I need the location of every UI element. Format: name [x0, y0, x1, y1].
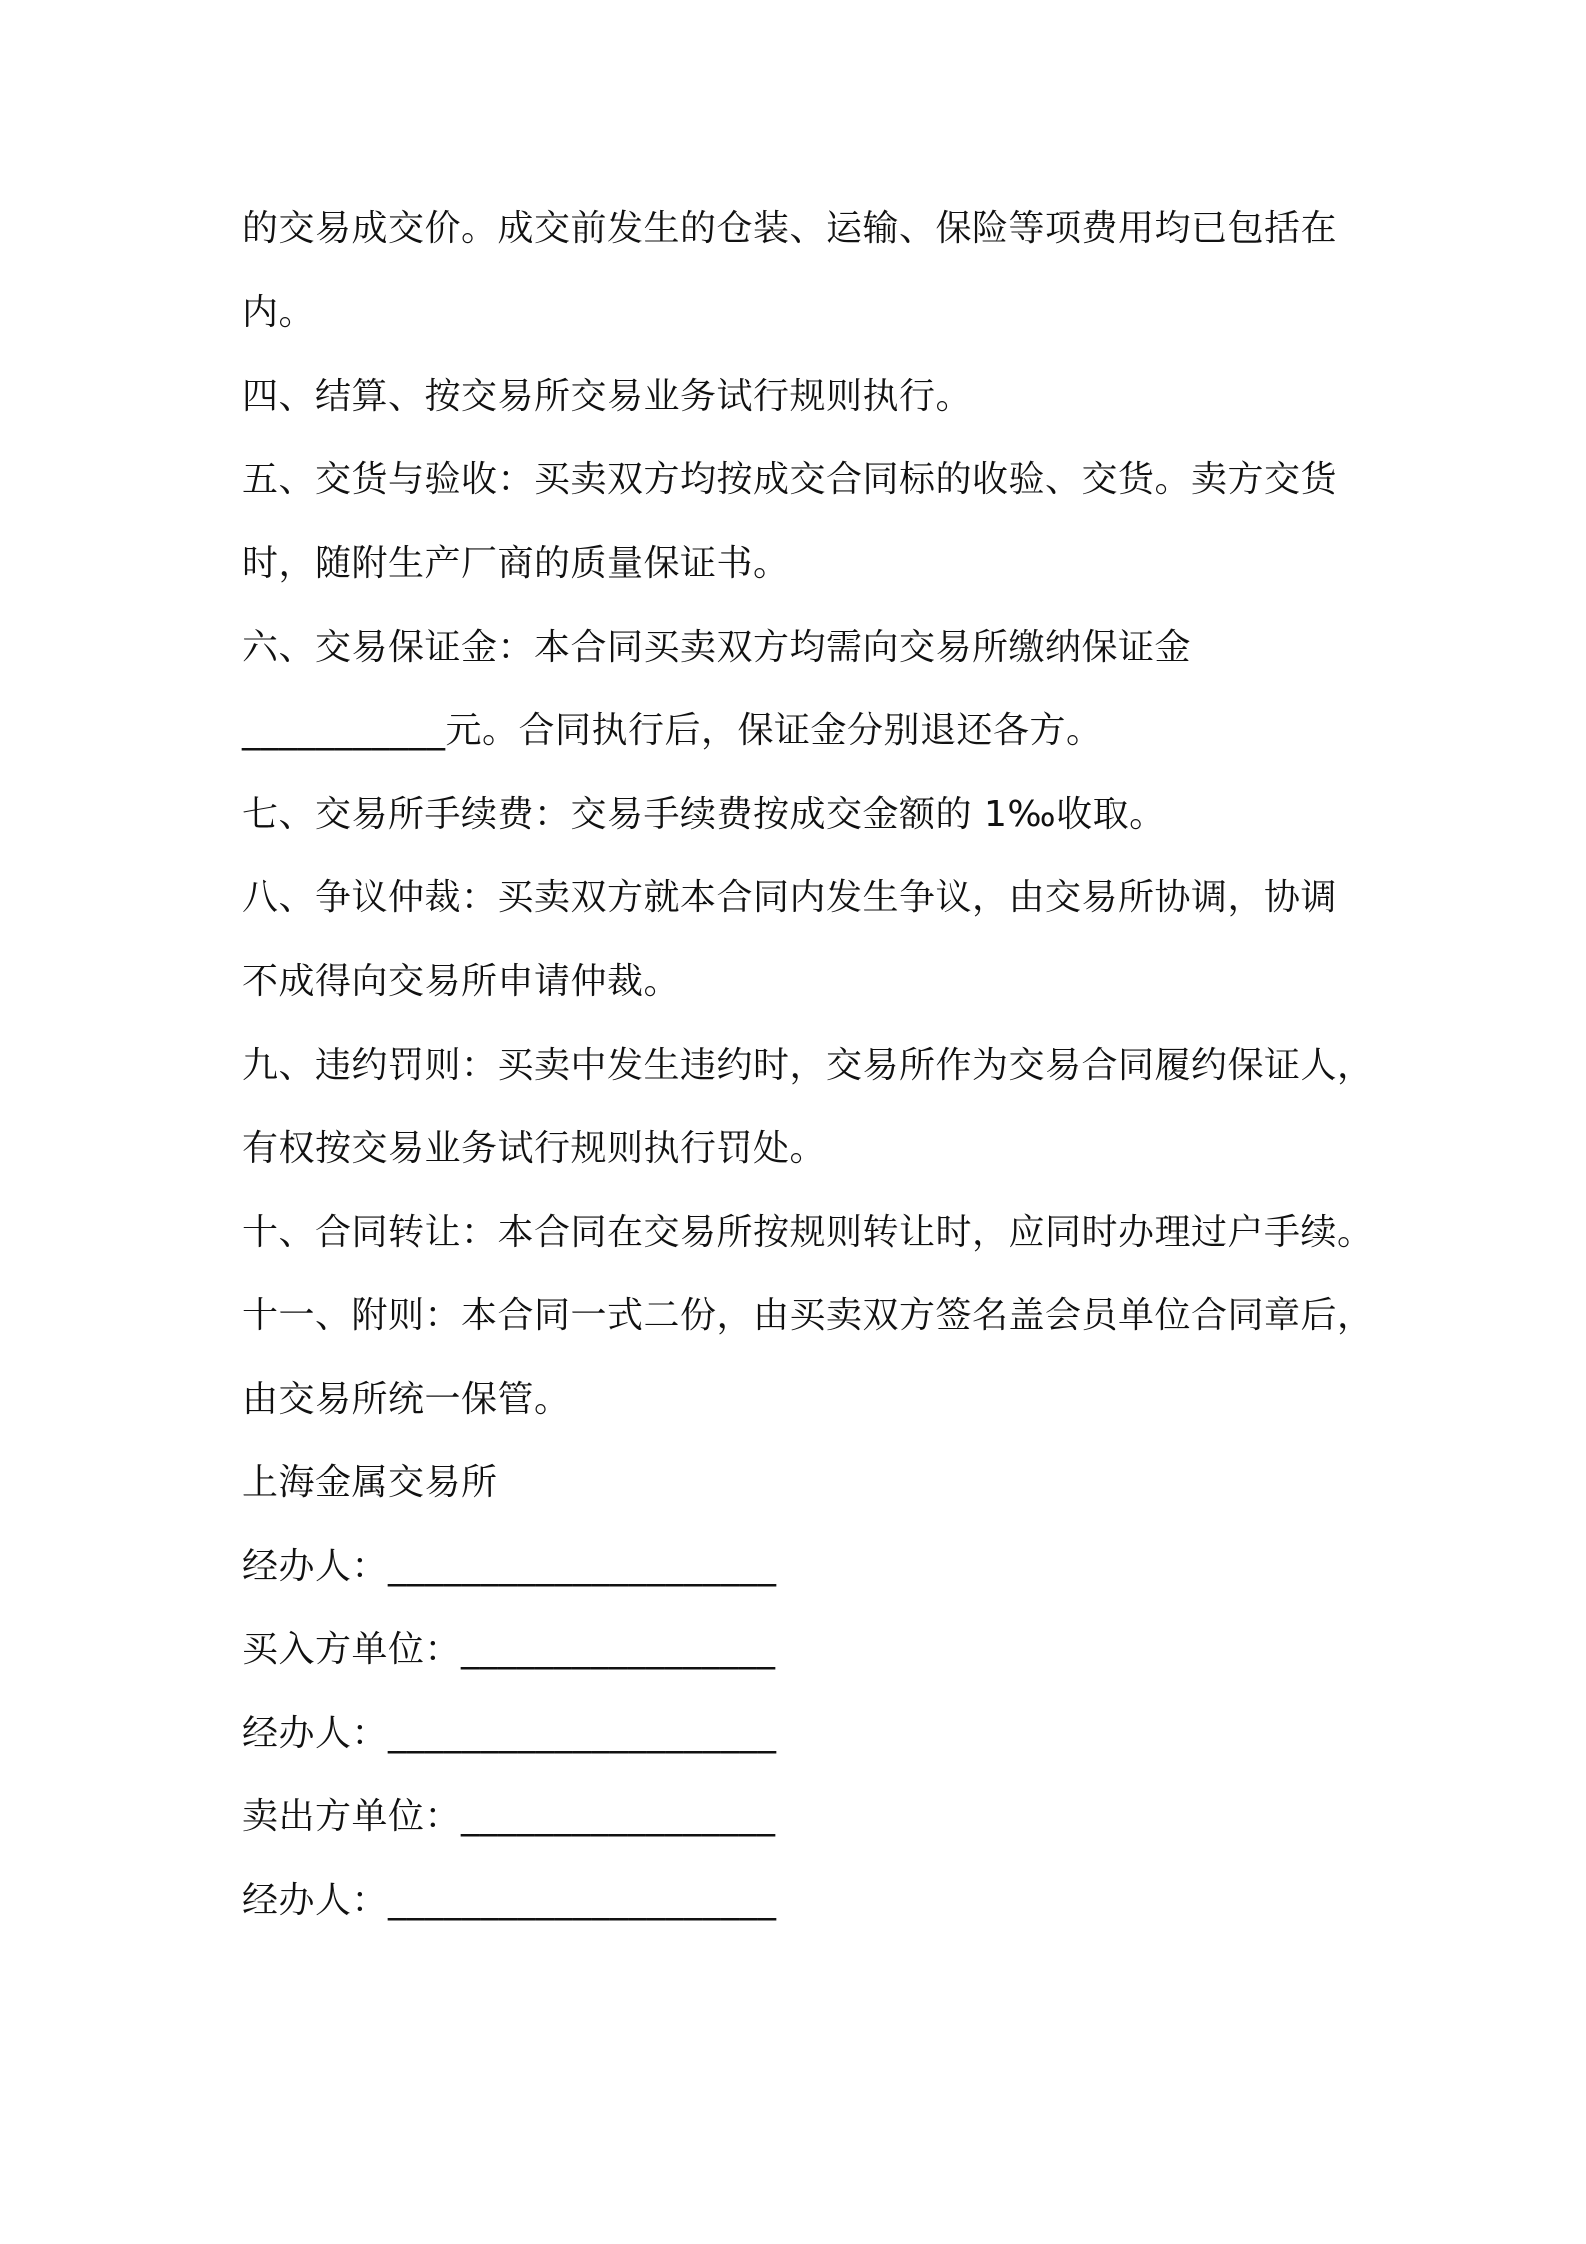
signature-row-handler: 经办人：_____________________ — [242, 1546, 777, 1587]
signature-row-handler: 经办人：_____________________ — [242, 1880, 777, 1921]
clause-6: 六、交易保证金：本合同买卖双方均需向交易所缴纳保证金 — [242, 627, 1192, 668]
clause-10: 十、合同转让：本合同在交易所按规则转让时，应同时办理过户手续。 — [242, 1212, 1374, 1253]
body-line: ___________元。合同执行后，保证金分别退还各方。 — [242, 710, 1103, 751]
body-line: 不成得向交易所申请仲裁。 — [242, 961, 681, 1002]
clause-5: 五、交货与验收：买卖双方均按成交合同标的收验、交货。卖方交货 — [242, 459, 1338, 500]
clause-11: 十一、附则：本合同一式二份，由买卖双方签名盖会员单位合同章后， — [242, 1295, 1374, 1336]
body-line: 时，随附生产厂商的质量保证书。 — [242, 543, 790, 584]
clause-8: 八、争议仲裁：买卖双方就本合同内发生争议，由交易所协调，协调 — [242, 877, 1338, 918]
clause-4: 四、结算、按交易所交易业务试行规则执行。 — [242, 376, 973, 417]
body-line: 的交易成交价。成交前发生的仓装、运输、保险等项费用均已包括在 — [242, 208, 1338, 249]
signature-row-handler: 经办人：_____________________ — [242, 1713, 777, 1754]
body-line: 由交易所统一保管。 — [242, 1379, 571, 1420]
body-line: 有权按交易业务试行规则执行罚处。 — [242, 1128, 827, 1169]
signature-row-buyer-unit: 买入方单位：_________________ — [242, 1629, 776, 1670]
body-line: 内。 — [242, 292, 316, 333]
exchange-name: 上海金属交易所 — [242, 1462, 498, 1503]
clause-9: 九、违约罚则：买卖中发生违约时，交易所作为交易合同履约保证人， — [242, 1045, 1374, 1086]
signature-row-seller-unit: 卖出方单位：_________________ — [242, 1796, 776, 1837]
clause-7: 七、交易所手续费：交易手续费按成交金额的 1‰收取。 — [242, 794, 1166, 835]
